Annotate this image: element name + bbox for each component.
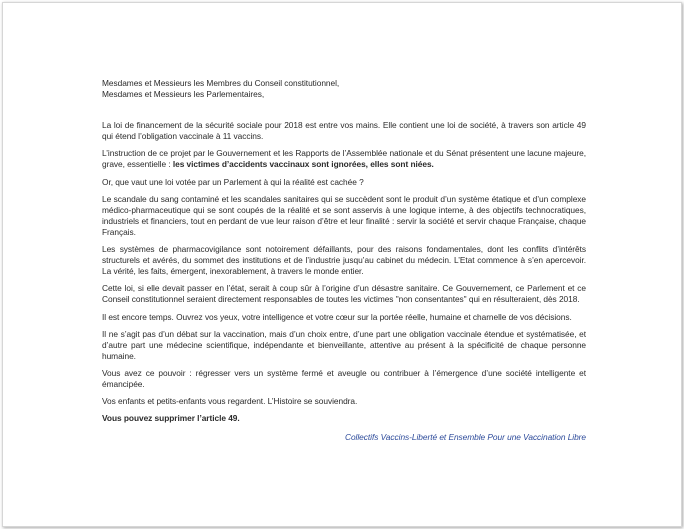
paragraph-8: Il ne s’agit pas d’un débat sur la vaccination, mais d’un choix entre, d’une part une obligation vaccinale étendue et systématisée, et d’autre part une médecine scientifique, indépendante et bienveillante, attentive au présent à la spécificité de chaque personne humaine. bbox=[102, 328, 586, 361]
paragraph-1: La loi de financement de la sécurité sociale pour 2018 est entre vos mains. Elle contient une loi de société, à travers son article 49 qui étend l’obligation vaccinale à 11 vaccins. bbox=[102, 120, 586, 142]
salutation-block bbox=[102, 78, 586, 100]
paragraph-10: Vos enfants et petits-enfants vous regardent. L’Histoire se souviendra. bbox=[102, 396, 358, 407]
paragraph-7: Il est encore temps. Ouvrez vos yeux, votre intelligence et votre cœur sur la portée réelle, humaine et charnelle de vos décisions. bbox=[102, 311, 572, 322]
paragraph-6: Cette loi, si elle devait passer en l’état, serait à coup sûr à l’origine d’un désastre sanitaire. Ce Gouvernement, ce Parlement et ce Conseil constitutionnel seraient directement responsables de toutes les victimes "non consentantes" qui en résulteraient, dès 2018. bbox=[102, 283, 586, 305]
paragraph-3: Or, que vaut une loi votée par un Parlement à qui la réalité est cachée ? bbox=[102, 176, 364, 187]
paragraph-2 bbox=[102, 148, 586, 170]
paragraph-9: Vous avez ce pouvoir : régresser vers un système fermé et aveugle ou contribuer à l’émergence d’une société intelligente et émancipée. bbox=[102, 367, 586, 389]
salutation-line-2: Mesdames et Messieurs les Parlementaires, bbox=[102, 89, 265, 100]
paragraph-5: Les systèmes de pharmacovigilance sont notoirement défaillants, pour des raisons fondamentales, dont les conflits d’intérêts structurels et avérés, du sommet des institutions et de l’industrie jusqu’au cabinet du médecin. L’Etat commence à s’en apercevoir. La vérité, les faits, émergent, inexorablement, à travers le monde entier. bbox=[102, 244, 586, 277]
paragraph-2-intro: L’instruction de ce projet par le Gouvernement et les Rapports de l’Assemblée nationale et du Sénat présentent une lacune majeure, grave, essentielle : bbox=[102, 148, 586, 170]
salutation-line-1: Mesdames et Messieurs les Membres du Conseil constitutionnel, bbox=[102, 78, 340, 88]
paragraph-11-closing: Vous pouvez supprimer l’article 49. bbox=[102, 413, 240, 424]
signature: Collectifs Vaccins-Liberté et Ensemble Pour une Vaccination Libre bbox=[344, 432, 586, 443]
letter-body bbox=[102, 78, 586, 452]
paragraph-4: Le scandale du sang contaminé et les scandales sanitaires qui se succèdent sont le produit d’un système étatique et d’un complexe médico-pharmaceutique qui se sont coupés de la réalité et se sont asservis à une logique interne, à des objectifs technocratiques, industriels et financiers, tout en perdant de vue leur raison d’être et leur finalité : servir la société et servir chaque Française, chaque Français. bbox=[102, 193, 586, 237]
paragraph-2-emphasis: les victimes d’accidents vaccinaux sont ignorées, elles sont niées. bbox=[172, 159, 434, 170]
